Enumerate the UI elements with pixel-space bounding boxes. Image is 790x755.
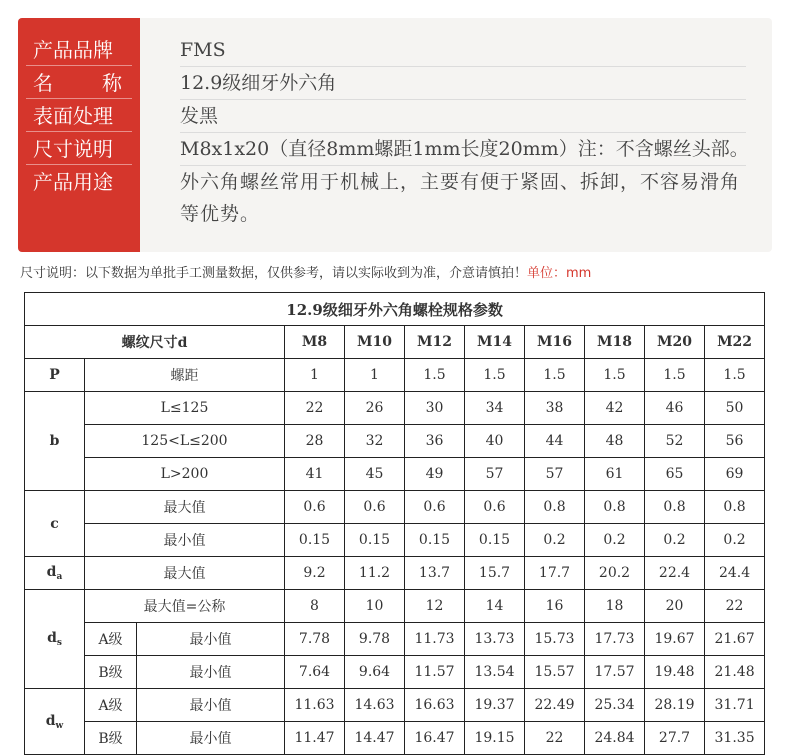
value-cell: 16.63: [405, 689, 465, 722]
unit-label: 单位：mm: [527, 266, 592, 281]
name-value: 12.9级细牙外六角: [180, 67, 746, 100]
usage-value: 外六角螺丝常用于机械上，主要有便于紧固、拆卸，不容易滑角等优势。: [180, 171, 741, 225]
value-cell: 15.57: [525, 656, 585, 689]
value-cell: 52: [645, 425, 705, 458]
value-cell: 1.5: [585, 359, 645, 392]
value-cell: 36: [405, 425, 465, 458]
value-cell: 11.57: [405, 656, 465, 689]
size-header-cell: M20: [645, 326, 705, 359]
grade-cell: B级: [85, 722, 137, 755]
value-cell: 38: [525, 392, 585, 425]
table-row: [25, 689, 765, 722]
row-label: 最小值: [137, 623, 285, 656]
value-cell: 0.15: [405, 524, 465, 557]
value-cell: 16.47: [405, 722, 465, 755]
value-cell: 49: [405, 458, 465, 491]
value-cell: 42: [585, 392, 645, 425]
value-cell: 25.34: [585, 689, 645, 722]
value-cell: 7.64: [285, 656, 345, 689]
value-cell: 30: [405, 392, 465, 425]
value-cell: 69: [705, 458, 765, 491]
size-value: M8x1x20（直径8mm螺距1mm长度20mm）注：不含螺丝头部。: [180, 133, 746, 166]
value-cell: 0.8: [585, 491, 645, 524]
table-row: [25, 722, 765, 755]
value-cell: 61: [585, 458, 645, 491]
table-row: [25, 623, 765, 656]
value-cell: 0.15: [285, 524, 345, 557]
value-cell: 16: [525, 590, 585, 623]
value-cell: 24.4: [705, 557, 765, 590]
value-cell: 22: [525, 722, 585, 755]
value-cell: 28: [285, 425, 345, 458]
value-cell: 26: [345, 392, 405, 425]
value-cell: 0.6: [345, 491, 405, 524]
value-cell: 17.73: [585, 623, 645, 656]
table-row: [25, 425, 765, 458]
measurement-note: [20, 262, 591, 281]
value-cell: 14.63: [345, 689, 405, 722]
value-cell: 8: [285, 590, 345, 623]
surface-value: 发黑: [180, 100, 746, 133]
size-header-cell: M12: [405, 326, 465, 359]
value-cell: 56: [705, 425, 765, 458]
value-cell: 65: [645, 458, 705, 491]
surface-label: 表面处理: [18, 100, 140, 132]
value-cell: 22: [705, 590, 765, 623]
value-cell: 11.73: [405, 623, 465, 656]
value-cell: 22: [285, 392, 345, 425]
value-cell: 57: [465, 458, 525, 491]
grade-cell: A级: [85, 689, 137, 722]
symbol-dw: $d_w$: [25, 689, 85, 755]
table-row: [25, 392, 765, 425]
row-label: 最小值: [137, 722, 285, 755]
size-header-cell: M10: [345, 326, 405, 359]
value-cell: 18: [585, 590, 645, 623]
value-cell: 0.6: [465, 491, 525, 524]
value-cell: 13.7: [405, 557, 465, 590]
value-cell: 32: [345, 425, 405, 458]
symbol-da: $d_a$: [25, 557, 85, 590]
row-label: 125<L≤200: [85, 425, 285, 458]
value-cell: 24.84: [585, 722, 645, 755]
value-cell: 0.2: [585, 524, 645, 557]
row-label: L>200: [85, 458, 285, 491]
value-cell: 0.8: [645, 491, 705, 524]
value-cell: 12: [405, 590, 465, 623]
value-cell: 7.78: [285, 623, 345, 656]
table-row: [25, 557, 765, 590]
row-label: 最大值: [85, 557, 285, 590]
value-cell: 17.57: [585, 656, 645, 689]
product-info-panel: [18, 18, 772, 252]
table-row: [25, 656, 765, 689]
size-header-cell: M14: [465, 326, 525, 359]
value-cell: 28.19: [645, 689, 705, 722]
row-label: 最大值: [85, 491, 285, 524]
value-cell: 50: [705, 392, 765, 425]
value-cell: 21.67: [705, 623, 765, 656]
size-header-cell: M18: [585, 326, 645, 359]
size-header-row: [25, 326, 765, 359]
value-cell: 31.71: [705, 689, 765, 722]
symbol-ds: $d_s$: [25, 590, 85, 689]
value-cell: 0.6: [405, 491, 465, 524]
value-cell: 21.48: [705, 656, 765, 689]
value-cell: 40: [465, 425, 525, 458]
spec-table: [24, 292, 765, 755]
value-cell: 14: [465, 590, 525, 623]
value-cell: 1.5: [645, 359, 705, 392]
brand-label: 产品品牌: [18, 34, 140, 66]
value-cell: 9.2: [285, 557, 345, 590]
grade-cell: A级: [85, 623, 137, 656]
value-cell: 31.35: [705, 722, 765, 755]
grade-cell: B级: [85, 656, 137, 689]
value-cell: 19.15: [465, 722, 525, 755]
row-label: 最小值: [137, 689, 285, 722]
value-cell: 11.63: [285, 689, 345, 722]
symbol-p: P: [25, 359, 85, 392]
value-cell: 1.5: [705, 359, 765, 392]
value-cell: 1: [345, 359, 405, 392]
value-cell: 0.2: [525, 524, 585, 557]
value-cell: 22.49: [525, 689, 585, 722]
value-cell: 1: [285, 359, 345, 392]
value-cell: 1.5: [465, 359, 525, 392]
value-cell: 27.7: [645, 722, 705, 755]
value-cell: 13.73: [465, 623, 525, 656]
value-cell: 22.4: [645, 557, 705, 590]
value-cell: 13.54: [465, 656, 525, 689]
row-label: 最小值: [85, 524, 285, 557]
thread-size-header: 螺纹尺寸d: [25, 326, 285, 359]
table-row: [25, 458, 765, 491]
value-cell: 46: [645, 392, 705, 425]
value-cell: 11.2: [345, 557, 405, 590]
value-cell: 0.15: [345, 524, 405, 557]
row-label: 螺距: [85, 359, 285, 392]
value-cell: 0.2: [705, 524, 765, 557]
value-cell: 0.15: [465, 524, 525, 557]
value-cell: 19.48: [645, 656, 705, 689]
value-cell: 34: [465, 392, 525, 425]
brand-value: FMS: [180, 34, 746, 67]
note-text: 尺寸说明：以下数据为单批手工测量数据，仅供参考，请以实际收到为准，介意请慎拍！: [20, 266, 528, 281]
value-cell: 0.2: [645, 524, 705, 557]
value-cell: 9.78: [345, 623, 405, 656]
usage-label: 产品用途: [33, 170, 113, 194]
value-cell: 11.47: [285, 722, 345, 755]
row-label: L≤125: [85, 392, 285, 425]
table-row: [25, 524, 765, 557]
table-title: 12.9级细牙外六角螺栓规格参数: [25, 293, 765, 326]
value-cell: 15.73: [525, 623, 585, 656]
symbol-b: b: [25, 392, 85, 491]
value-cell: 19.67: [645, 623, 705, 656]
value-cell: 0.6: [285, 491, 345, 524]
size-header-cell: M8: [285, 326, 345, 359]
table-row: [25, 359, 765, 392]
value-cell: 45: [345, 458, 405, 491]
value-cell: 9.64: [345, 656, 405, 689]
value-cell: 57: [525, 458, 585, 491]
size-label: 尺寸说明: [18, 133, 140, 165]
name-label: 名 称: [18, 67, 140, 99]
value-cell: 10: [345, 590, 405, 623]
value-cell: 41: [285, 458, 345, 491]
value-cell: 0.8: [525, 491, 585, 524]
value-cell: 15.7: [465, 557, 525, 590]
value-cell: 1.5: [525, 359, 585, 392]
value-cell: 19.37: [465, 689, 525, 722]
value-cell: 44: [525, 425, 585, 458]
size-header-cell: M22: [705, 326, 765, 359]
size-header-cell: M16: [525, 326, 585, 359]
info-label-column: [18, 18, 140, 252]
value-cell: 20.2: [585, 557, 645, 590]
value-cell: 1.5: [405, 359, 465, 392]
symbol-c: c: [25, 491, 85, 557]
table-row: [25, 590, 765, 623]
row-label: 最小值: [137, 656, 285, 689]
value-cell: 48: [585, 425, 645, 458]
value-cell: 20: [645, 590, 705, 623]
value-cell: 14.47: [345, 722, 405, 755]
row-label: 最大值=公称: [85, 590, 285, 623]
table-row: [25, 491, 765, 524]
value-cell: 17.7: [525, 557, 585, 590]
value-cell: 0.8: [705, 491, 765, 524]
